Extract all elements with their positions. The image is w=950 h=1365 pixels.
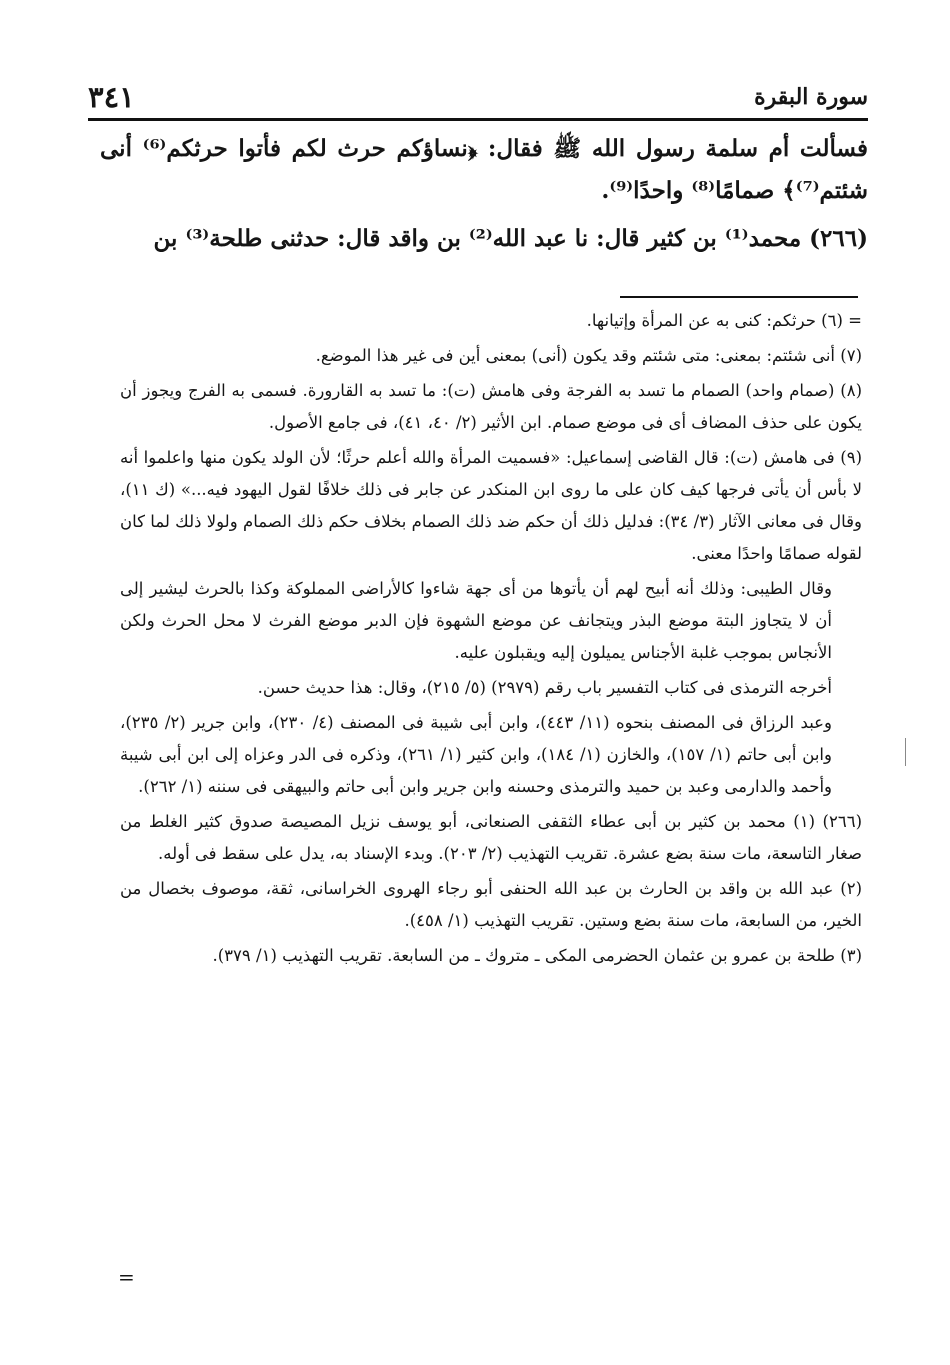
continuation-mark: = (118, 1265, 135, 1289)
footnote-266-1: (٢٦٦) (١) محمد بن كثير بن أبى عطاء الثقفى الصنعانى، أبو يوسف نزيل المصيصة صدوق كثير الغلط من صغار التاسعة، مات سنة بضع عشرة. تقريب التهذيب (٢/ ٢٠٣). وبدء الإسناد به، يدل على سقط فى أوله. (120, 812, 862, 863)
hadith-266-paragraph: (٢٦٦) محمد⁽¹⁾ بن كثير قال: نا عبد الله⁽²⁾ بن واقد قال: حدثنى طلحة⁽³⁾ بن (153, 225, 868, 252)
main-paragraph: فسألت أم سلمة رسول الله ﷺ فقال: ﴿نساؤكم حرث لكم فأتوا حرثكم⁽⁶⁾ أنى شئتم⁽⁷⁾﴾ صمامًا⁽⁸⁾ واحدًا⁽⁹⁾. (100, 135, 868, 204)
footnote-9-tibi: وقال الطيبى: وذلك أنه أبيح لهم أن يأتوها من أى جهة شاءوا كالأراضى المملوكة وكذا بالحرث ليشير إلى أن لا يتجاوز البتة موضع البذر ويتجانف عن موضع الشهوة فإن الدبر موضع الفرث لا محل الحرث ولكن الأنجاس بموجب غلبة الأجناس يميلون إليه ويقبلون عليه. (120, 579, 832, 662)
footnotes (120, 305, 862, 975)
header-divider (88, 118, 868, 121)
main-text (100, 128, 868, 260)
footnote-9: (٩) فى هامش (ت): قال القاضى إسماعيل: «فسميت المرأة والله أعلم حرثًا؛ لأن الولد يكون منها واعلموا أنه لا بأس أن يأتى فرجها كيف كان على ما روى ابن المنكدر عن جابر فى ذلك خلافًا لقول اليهود فيه...» (ك ١١)، وقال فى معانى الآثار (٣/ ٣٤): فدليل ذلك أن حكم ضد ذلك الصمام بخلاف حكم ذلك الصمام ولولا ذلك لما كان لقوله صمامًا واحدًا معنى. (120, 448, 862, 563)
footnote-266-2: (٢) عبد الله بن واقد بن الحارث بن عبد الله الحنفى أبو رجاء الهروى الخراسانى، ثقة، موصوف بخصال من الخير، من السابعة، مات سنة بضع وستين. تقريب التهذيب (١/ ٤٥٨). (120, 879, 862, 930)
margin-line (905, 738, 906, 766)
footnote-divider (620, 296, 858, 298)
footnote-6: = (٦) حرثكم: كنى به عن المرأة وإتيانها. (586, 311, 862, 330)
footnote-266-3: (٣) طلحة بن عمرو بن عثمان الحضرمى المكى ـ متروك ـ من السابعة. تقريب التهذيب (١/ ٣٧٩). (212, 946, 862, 965)
footnote-9-takhrij: وعبد الرزاق فى المصنف بنحوه (١١/ ٤٤٣)، وابن أبى شيبة فى المصنف (٤/ ٢٣٠)، وابن جرير (٢/ ٢٣٥)، وابن أبى حاتم (١/ ١٥٧)، والخازن (١/ ١٨٤)، وابن كثير (١/ ٢٦١)، وذكره فى الدر وعزاه إلى ابن أبى شيبة وأحمد والدارمى وعبد بن حميد والترمذى وحسنه وابن جرير وابن أبى حاتم والبيهقى فى سننه (١/ ٢٦٢). (120, 713, 832, 796)
footnote-8: (٨) (صمام واحد) الصمام ما تسد به الفرجة وفى هامش (ت): ما تسد به القارورة. فسمى به الفرج ويجوز أن يكون على حذف المضاف أى فى موضع صمام. ابن الأثير (٢/ ٤٠، ٤١)، فى جامع الأصول. (120, 381, 862, 432)
footnote-7: (٧) أنى شئتم: بمعنى: متى شئتم وقد يكون (أنى) بمعنى أين فى غير هذا الموضع. (315, 346, 862, 365)
footnote-9-tirmidhi: أخرجه الترمذى فى كتاب التفسير باب رقم (٢٩٧٩) (٥/ ٢١٥)، وقال: هذا حديث حسن. (257, 678, 832, 697)
page-header (88, 78, 868, 122)
page-number: ٣٤١ (88, 80, 135, 114)
surah-title: سورة البقرة (754, 84, 868, 110)
